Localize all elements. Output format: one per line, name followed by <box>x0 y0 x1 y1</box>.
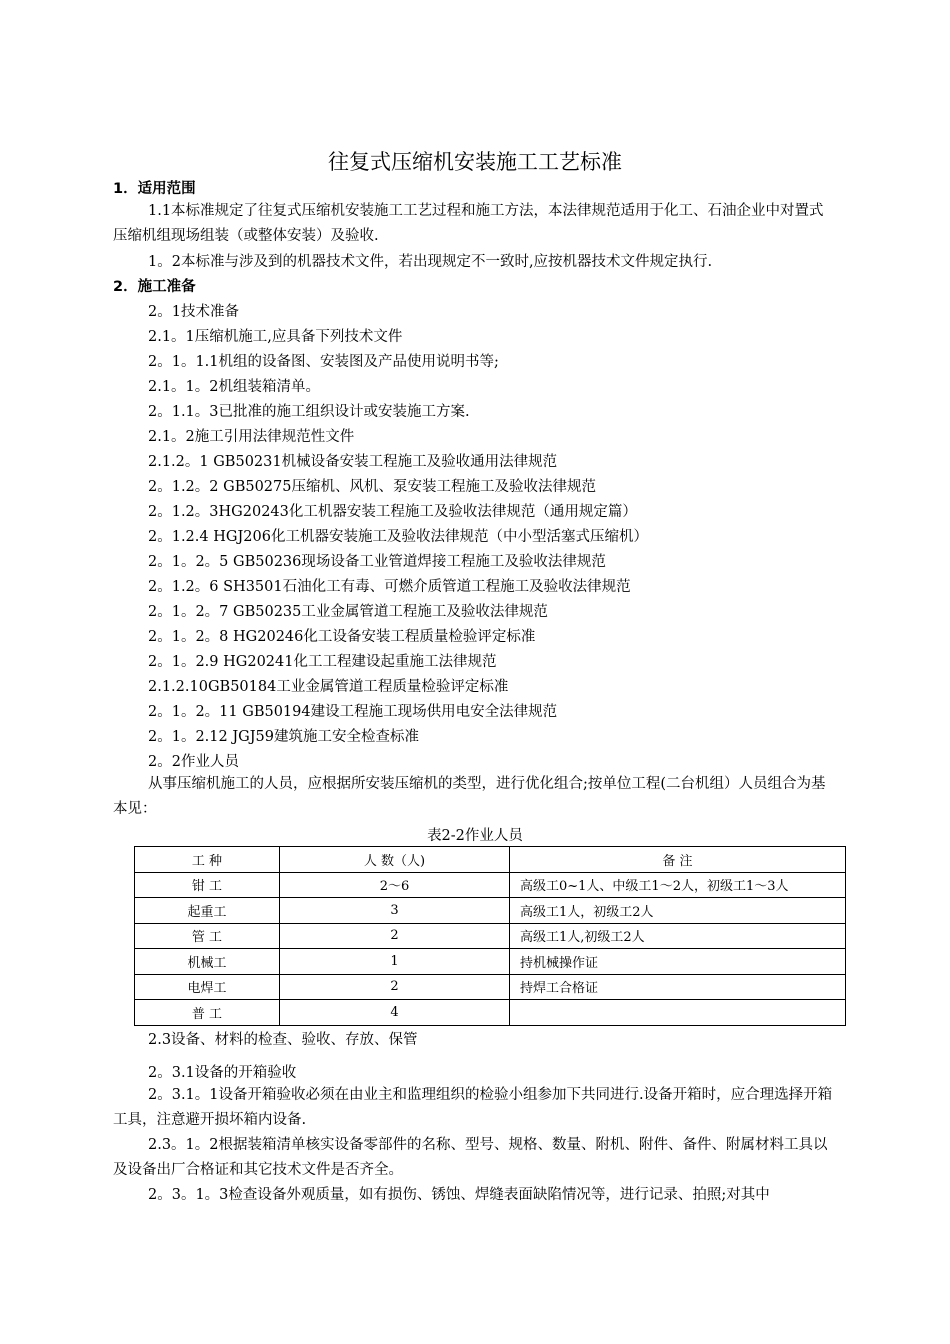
line: 2。1。1.1机组的设备图、安装图及产品使用说明书等; <box>148 354 499 370</box>
column-header: 备 注 <box>510 847 846 873</box>
staff-paragraph: 从事压缩机施工的人员，应根据所安装压缩机的类型，进行优化组合;按单位工程(二台机组）人员组合为基本见： <box>113 776 826 817</box>
line: 2。1.1。3已批准的施工组织设计或安装施工方案. <box>148 404 470 420</box>
cell-note: 持机械操作证 <box>510 949 846 975</box>
staff-table <box>134 846 846 1026</box>
line: 2.1。1压缩机施工,应具备下列技术文件 <box>148 329 403 345</box>
line: 2。2作业人员 <box>148 754 239 770</box>
cell-count: 4 <box>280 1000 510 1026</box>
table-row <box>135 974 846 1000</box>
cell-note: 高级工1人，初级工2人 <box>510 898 846 924</box>
cell-note: 高级工0~1人、中级工1～2人，初级工1～3人 <box>510 872 846 898</box>
line: 2。1.2。2 GB50275压缩机、风机、泵安装工程施工及验收法律规范 <box>148 479 596 495</box>
line: 2。1。2。7 GB50235工业金属管道工程施工及验收法律规范 <box>148 604 548 620</box>
line: 2.3设备、材料的检查、验收、存放、保管 <box>148 1032 418 1048</box>
table-row <box>135 872 846 898</box>
paragraph: 2。3。1。3检查设备外观质量，如有损伤、锈蚀、焊缝表面缺陷情况等，进行记录、拍照;对其中 <box>148 1187 770 1203</box>
column-header: 人 数（人) <box>280 847 510 873</box>
table-header-row <box>135 847 846 873</box>
line: 2。1。2。5 GB50236现场设备工业管道焊接工程施工及验收法律规范 <box>148 554 606 570</box>
line: 2.1。1。2机组装箱清单。 <box>148 379 321 395</box>
cell-count: 2～6 <box>280 872 510 898</box>
cell-note <box>510 1000 846 1026</box>
cell-trade: 机械工 <box>135 949 280 975</box>
line: 2.1.2.10GB50184工业金属管道工程质量检验评定标准 <box>148 679 509 695</box>
cell-trade: 普 工 <box>135 1000 280 1026</box>
line: 2。1.2。6 SH3501石油化工有毒、可燃介质管道工程施工及验收法律规范 <box>148 579 631 595</box>
line: 2。3.1设备的开箱验收 <box>148 1065 297 1081</box>
cell-note: 持焊工合格证 <box>510 974 846 1000</box>
section2-heading: 2．施工准备 <box>113 279 196 295</box>
cell-trade: 管 工 <box>135 923 280 949</box>
line: 2。1技术准备 <box>148 304 239 320</box>
line: 2。1。2。11 GB50194建设工程施工现场供用电安全法律规范 <box>148 704 558 720</box>
section1-heading: 1．适用范围 <box>113 181 196 197</box>
line: 2。1.2.4 HGJ206化工机器安装施工及验收法律规范（中小型活塞式压缩机） <box>148 529 648 545</box>
document-title: 往复式压缩机安装施工工艺标准 <box>328 150 622 174</box>
paragraph: 2。3.1。1设备开箱验收必须在由业主和监理组织的检验小组参加下共同进行.设备开箱时，应合理选择开箱工具，注意避开损坏箱内设备. <box>113 1087 833 1128</box>
table-caption: 表2-2作业人员 <box>427 828 523 844</box>
table-row <box>135 923 846 949</box>
cell-trade: 钳 工 <box>135 872 280 898</box>
line: 2.1。2施工引用法律规范性文件 <box>148 429 355 445</box>
column-header: 工 种 <box>135 847 280 873</box>
paragraph: 2.3。1。2根据装箱清单核实设备零部件的名称、型号、规格、数量、附机、附件、备件、附属材料工具以及设备出厂合格证和其它技术文件是否齐全。 <box>113 1137 828 1178</box>
table-row <box>135 949 846 975</box>
line: 2。1。2.12 JGJ59建筑施工安全检查标准 <box>148 729 420 745</box>
cell-count: 2 <box>280 923 510 949</box>
cell-count: 2 <box>280 974 510 1000</box>
section1-para2: 1。2本标准与涉及到的机器技术文件，若出现规定不一致时,应按机器技术文件规定执行. <box>148 254 713 270</box>
cell-note: 高级工1人,初级工2人 <box>510 923 846 949</box>
cell-trade: 起重工 <box>135 898 280 924</box>
cell-trade: 电焊工 <box>135 974 280 1000</box>
line: 2.1.2。1 GB50231机械设备安装工程施工及验收通用法律规范 <box>148 454 558 470</box>
line: 2。1.2。3HG20243化工机器安装工程施工及验收法律规范（通用规定篇） <box>148 504 637 520</box>
table-row <box>135 1000 846 1026</box>
table-row <box>135 898 846 924</box>
line: 2。1。2。8 HG20246化工设备安装工程质量检验评定标准 <box>148 629 536 645</box>
line: 2。1。2.9 HG20241化工工程建设起重施工法律规范 <box>148 654 497 670</box>
cell-count: 3 <box>280 898 510 924</box>
section1-para1: 1.1本标准规定了往复式压缩机安装施工工艺过程和施工方法，本法律规范适用于化工、石油企业中对置式压缩机组现场组装（或整体安装）及验收. <box>113 203 824 244</box>
cell-count: 1 <box>280 949 510 975</box>
